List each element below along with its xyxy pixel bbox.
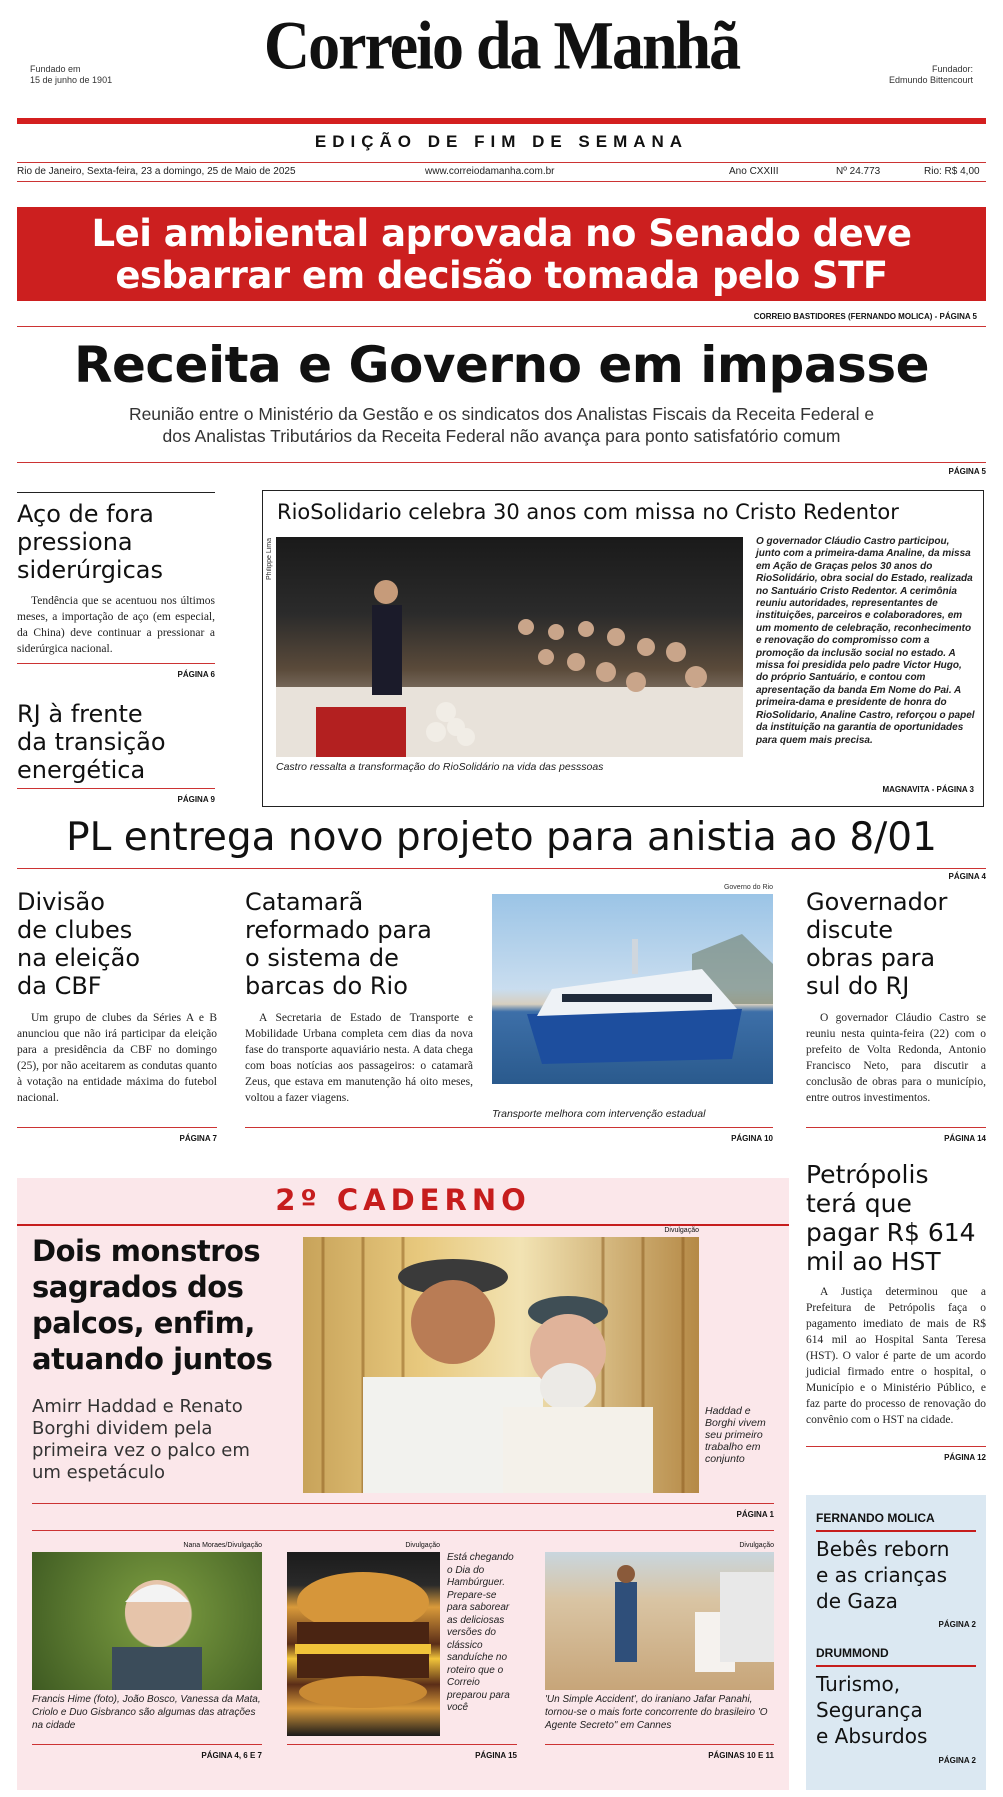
boat-mast-shape [632,939,638,974]
headline-line: pagar R$ 614 [806,1218,976,1247]
catamara-headline[interactable] [245,888,475,1000]
church-illustration [276,537,743,757]
headline-line: discute [806,916,893,944]
issue-year: Ano CXXIII [729,166,779,177]
riosolidario-text: O governador Cláudio Castro participou, junto com a primeira-dama Analine, da missa em Ação de Graças pelos 30 anos do RioSolidário, obra social do Estado, realizada no Santuário Cristo Redentor. A cerimônia reuniu autoridades, representantes de instituições, parceiros e colaboradores, em um momento de celebração, reconhecimento e renovação do compromisso com a promoção da inclusão social no estado. A missa foi presidida pelo padre Victor Hugo, do próprio Santuário, e contou com apresentação da banda Em Nome do Pai. A primeira-dama e presidente de honra do RioSolidario, Analine Castro, reforçou o papel da instituição na garantia de oportunidades para quem mais precisa. [756,536,975,746]
divider [32,1503,774,1504]
speaker-head-shape [374,580,398,604]
headline-line: de clubes [17,916,133,944]
catamara-photo-credit: Governo do Rio [723,884,773,891]
headline-line: na eleição [17,944,140,972]
headline-line: da CBF [17,972,102,1000]
actors-illustration [303,1237,699,1493]
caderno-photo[interactable] [303,1237,699,1493]
item2-photo-credit: Divulgação [405,1542,440,1549]
energy-headline[interactable] [17,700,217,784]
item3-caption: 'Un Simple Accident', do iraniano Jafar Panahi, tornou-se o mais forte concorrente do brasileiro 'O Agente Secreto" em Cannes [545,1694,768,1731]
shirt-shape [112,1647,202,1690]
cbf-page-ref[interactable]: PÁGINA 7 [179,1134,217,1143]
headline-line: sagrados dos [32,1270,244,1304]
divider [17,492,215,493]
petropolis-headline[interactable] [806,1160,996,1276]
issue-price: Rio: R$ 4,00 [924,166,980,177]
caderno-headline[interactable] [32,1233,302,1377]
headline-line: da transição [17,728,166,756]
riosolidario-title[interactable]: RioSolidario celebra 30 anos com missa no Cristo Redentor [277,500,899,524]
col1-headline[interactable] [816,1536,949,1614]
person1-head-shape [617,1565,635,1583]
divider [17,462,986,463]
divider [17,868,986,869]
divider [32,1530,774,1531]
catamara-photo[interactable] [492,894,773,1084]
petropolis-page-ref[interactable]: PÁGINA 12 [944,1453,986,1462]
edition-label: EDIÇÃO DE FIM DE SEMANA [314,132,689,151]
petropolis-body: A Justiça determinou que a Prefeitura de Petrópolis faça o pagamento imediato de mais de R$ 614 mil ao Hospital Santa Teresa (HST). O valor é parte de um acordo judicial firmado entre o hospital, o Município e o Ministério Público, e faz parte do processo de renovação do convênio com o HST na cidade. [806,1286,986,1426]
boat-windows-shape [562,994,712,1002]
patty2-shape [297,1654,429,1678]
banner-credit[interactable]: CORREIO BASTIDORES (FERNANDO MOLICA) - PÁGINA 5 [753,312,977,321]
item1-photo-credit: Nana Moraes/Divulgação [183,1542,262,1549]
item1-photo[interactable] [32,1552,262,1690]
item1-caption: Francis Hime (foto), João Bosco, Vanessa da Mata, Criolo e Duo Gisbranco são algumas das atrações na cidade [32,1694,261,1731]
film-scene-illustration [545,1552,774,1690]
caderno-photo-credit: Divulgação [664,1227,699,1234]
col2-author: DRUMMOND [816,1646,889,1660]
masthead-title[interactable]: Correio da Manhã [263,7,740,84]
headline-line: palcos, enfim, [32,1306,255,1340]
headline-line: Divisão [17,888,105,916]
founder [889,64,973,86]
masthead-rule [17,118,986,124]
catamara-page-ref[interactable]: PÁGINA 10 [731,1134,773,1143]
col1-author: FERNANDO MOLICA [816,1511,935,1525]
col2-rule [816,1665,976,1667]
headline-line: Catamarã [245,888,364,916]
van-shape [720,1572,774,1662]
headline-line: energética [17,756,146,784]
banner-line: Lei ambiental aprovada no Senado deve [91,212,912,255]
red-carpet-shape [316,707,406,757]
col2-page-ref[interactable]: PÁGINA 2 [938,1756,976,1765]
item3-photo-credit: Divulgação [739,1542,774,1549]
riosolidario-photo[interactable] [276,537,743,757]
catamara-body: A Secretaria de Estado de Transporte e Mobilidade Urbana completa cem dias da nova fase do transporte aquaviário nesta. A data chega com boas notícias aos passageiros: o catamarã Zeus, que estava em manutenção há oito meses, voltou a fazer viagens. [245,1012,473,1104]
divider [32,1744,262,1745]
catamara-caption: Transporte melhora com intervenção estadual [492,1108,706,1120]
caderno-subheadline: Amirr Haddad e Renato Borghi dividem pela primeira vez o palco em um espetáculo [32,1396,250,1483]
item2-caption: Está chegando o Dia do Hambúrguer. Prepare-se para saborear as deliciosas versões do clássico sanduíche no roteiro que o Correio preparou para você [447,1552,514,1713]
col1-page-ref[interactable]: PÁGINA 2 [938,1620,976,1629]
caderno-title[interactable]: 2º CADERNO [275,1183,531,1217]
cbf-headline[interactable] [17,888,217,1000]
lead-subheadline [17,403,986,447]
headline-line: de Gaza [816,1589,898,1613]
divider [17,788,215,789]
headline-line: sul do RJ [806,972,910,1000]
caderno-page-ref[interactable]: PÁGINA 1 [736,1510,774,1519]
governador-page-ref[interactable]: PÁGINA 14 [944,1134,986,1143]
divider [17,162,986,163]
steel-body: Tendência que se acentuou nos últimos meses, a importação de aço (em especial, da China) deve continuar a pressionar a siderúrgica nacional. [17,595,215,655]
speaker-body-shape [372,605,402,695]
founded-value: 15 de junho de 1901 [30,75,113,85]
riosolidario-page-ref[interactable]: MAGNAVITA - PÁGINA 3 [882,785,974,794]
portrait-illustration [32,1552,262,1690]
divider [287,1744,517,1745]
headline-line: o sistema de [245,944,399,972]
col1-rule [816,1530,976,1532]
divider [806,1446,986,1447]
item2-page-ref[interactable]: PÁGINA 15 [475,1751,517,1760]
governador-headline[interactable] [806,888,996,1000]
steel-page-ref[interactable]: PÁGINA 6 [177,670,215,679]
hair-shape [125,1585,189,1603]
item3-photo[interactable] [545,1552,774,1690]
riosolidario-caption: Castro ressalta a transformação do RioSolidário na vida das pesssoas [276,761,604,773]
website-link[interactable]: www.correiodamanha.com.br [425,166,555,177]
divider [17,326,986,327]
cbf-body: Um grupo de clubes da Séries A e B anunciou que não irá participar da eleição para a presidência da CBF no domingo (25), por não aceitarem as condutas quanto à votação na entidade máxima do futebol nacional. [17,1012,217,1104]
headline-line: Dois monstros [32,1234,261,1268]
founded-label: Fundado em [30,64,81,74]
headline-line: mil ao HST [806,1247,941,1276]
item2-photo[interactable] [287,1552,440,1736]
divider [806,1127,986,1128]
audience-heads [518,619,707,692]
headline-line: reformado para [245,916,432,944]
boat-illustration [492,894,773,1084]
pl-page-ref[interactable]: PÁGINA 4 [948,872,986,881]
governador-body: O governador Cláudio Castro se reuniu nesta quinta-feira (22) com o prefeito de Volta Redonda, Antonio Francisco Neto, para discutir a conclusão de obras para o município, entre outros investimentos. [806,1012,986,1104]
headline-line: barcas do Rio [245,972,408,1000]
divider [17,1127,217,1128]
headline-line: pressiona [17,528,133,556]
beard-shape [540,1363,596,1411]
boat-cabin-shape [537,969,737,1016]
headline-line: atuando juntos [32,1342,273,1376]
burger-illustration [287,1552,440,1736]
person1-shape [615,1582,637,1662]
lead-sub-line: Reunião entre o Ministério da Gestão e os sindicatos dos Analistas Fiscais da Receita Federal e [128,404,875,424]
headline-line: Aço de fora [17,500,154,528]
headline-line: terá que [806,1189,912,1218]
founder-label: Fundador: [931,64,973,74]
headline-line: e Absurdos [816,1724,928,1748]
cheese-shape [295,1644,431,1654]
boat-hull-shape [527,1009,742,1064]
headline-line: siderúrgicas [17,556,164,584]
patty-shape [297,1622,429,1644]
bun-bottom-shape [299,1676,427,1708]
headline-line: Petrópolis [806,1160,929,1189]
energy-page-ref[interactable]: PÁGINA 9 [177,795,215,804]
lead-sub-line: dos Analistas Tributários da Receita Federal não avança para ponto satisfatório comum [162,426,841,446]
item1-page-ref[interactable]: PÁGINA 4, 6 E 7 [201,1751,262,1760]
item3-page-ref[interactable]: PÁGINAS 10 E 11 [708,1751,774,1760]
divider [245,1127,773,1128]
pl-headline[interactable]: PL entrega novo projeto para anistia ao 8/01 [66,815,937,860]
headline-line: e as crianças [816,1563,948,1587]
divider [17,181,986,182]
issue-date: Rio de Janeiro, Sexta-feira, 23 a domingo, 25 de Maio de 2025 [17,166,296,177]
divider [17,663,215,664]
headline-line: obras para [806,944,936,972]
headline-line: Segurança [816,1698,923,1722]
lead-page-ref[interactable]: PÁGINA 5 [948,467,986,476]
col2-headline[interactable] [816,1671,927,1749]
caderno-rule [17,1224,789,1226]
caderno-caption: Haddad e Borghi vivem seu primeiro trabalho em conjunto [705,1405,766,1465]
founder-name: Edmundo Bittencourt [888,75,973,85]
headline-line: Turismo, [816,1672,901,1696]
lead-headline[interactable]: Receita e Governo em impasse [74,336,929,394]
banner-line: esbarrar em decisão tomada pelo STF [115,254,888,297]
divider [545,1744,774,1745]
banner-headline[interactable] [17,207,986,301]
headline-line: Bebês reborn [816,1537,950,1561]
headline-line: RJ à frente [17,700,143,728]
actor1-face-shape [411,1280,495,1364]
riosolidario-photo-credit: Philippe Lima [266,538,273,581]
actor2-body-shape [503,1407,653,1493]
headline-line: Governador [806,888,948,916]
steel-headline[interactable] [17,500,217,584]
issue-number: Nº 24.773 [836,166,881,177]
